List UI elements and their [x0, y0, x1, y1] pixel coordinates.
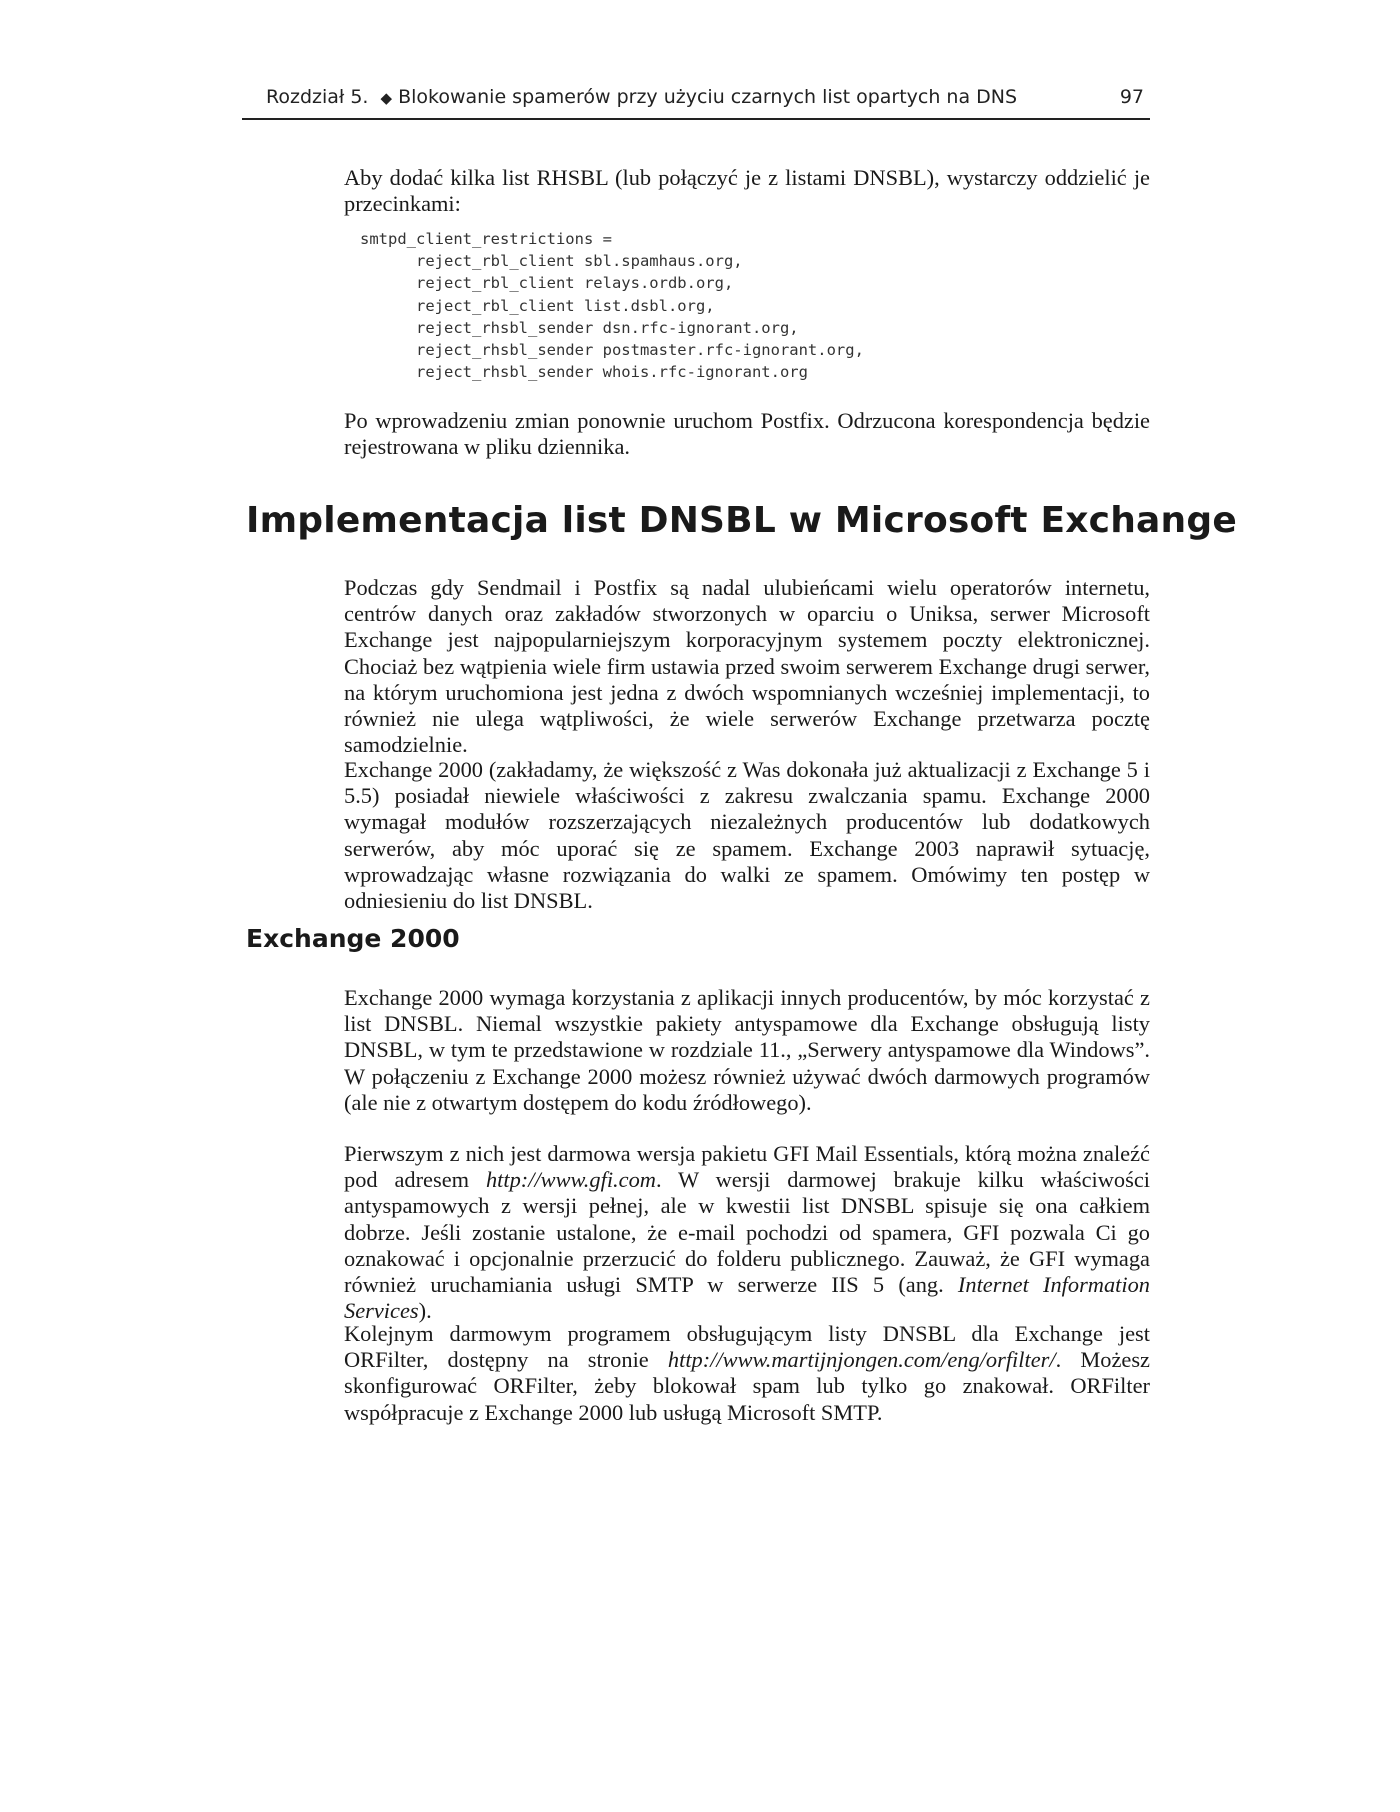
intro-paragraph: Aby dodać kilka list RHSBL (lub połączyć je z listami DNSBL), wystarczy oddzielić je przecinkami: [344, 165, 1150, 217]
code-line: reject_rbl_client sbl.spamhaus.org, [416, 252, 743, 271]
chapter-number: Rozdział 5. [266, 86, 369, 108]
text-run: . W wersji darmowej brakuje kilku właściwości antyspamowych z wersji pełnej, ale w kwestii list DNSBL spisuje się ona całkiem dobrze. Jeśli zostanie ustalone, że e-mail pochodzi od spamera, GFI pozwala Ci go oznakować i opcjonalnie przerzucić do folderu publicznego. Zauważ, że GFI wymaga również uruchamiania usługi SMTP w serwerze IIS 5 (ang. [344, 1167, 1150, 1298]
code-line: smtpd_client_restrictions = [360, 230, 612, 248]
header-chapter-title [266, 86, 1017, 108]
after-code-paragraph: Po wprowadzeniu zmian ponownie uruchom Postfix. Odrzucona korespondencja będzie rejestrowana w pliku dziennika. [344, 408, 1150, 460]
subsection-heading: Exchange 2000 [246, 924, 460, 953]
code-line: reject_rhsbl_sender whois.rfc-ignorant.org [416, 363, 808, 382]
text-run: Kolejnym darmowym programem obsługującym listy DNSBL dla Exchange jest ORFilter, dostępny na stronie [344, 1321, 1150, 1373]
gfi-link[interactable]: http://www.gfi.com [485, 1167, 656, 1193]
code-line: reject_rhsbl_sender postmaster.rfc-ignorant.org, [416, 341, 864, 360]
subsection-paragraph-3 [344, 1321, 1150, 1426]
code-line: reject_rbl_client relays.ordb.org, [416, 274, 734, 293]
subsection-paragraph-2 [344, 1141, 1150, 1324]
page-number: 97 [1119, 86, 1144, 108]
running-header [242, 84, 1150, 120]
code-block [360, 228, 864, 383]
subsection-paragraph-1: Exchange 2000 wymaga korzystania z aplikacji innych producentów, by móc korzystać z list DNSBL. Niemal wszystkie pakiety antyspamowe dla Exchange obsługują listy DNSBL, w tym te przedstawione w rozdziale 11., „Serwery antyspamowe dla Windows”. W połączeniu z Exchange 2000 możesz również używać dwóch darmowych programów (ale nie z otwartym dostępem do kodu źródłowego). [344, 985, 1150, 1115]
text-run: Pierwszym z nich jest darmowa wersja pakietu GFI Mail Essentials, którą można znaleźć pod adresem [344, 1141, 1150, 1193]
text-run: ). [418, 1298, 432, 1324]
code-line: reject_rhsbl_sender dsn.rfc-ignorant.org, [416, 318, 799, 337]
code-line: reject_rbl_client list.dsbl.org, [416, 296, 715, 315]
section-paragraph-2: Exchange 2000 (zakładamy, że większość z Was dokonała już aktualizacji z Exchange 5 i 5.5) posiadał niewiele właściwości z zakresu zwalczania spamu. Exchange 2000 wymagał modułów rozszerzających niezależnych producentów lub dodatkowych serwerów, aby móc uporać się ze spamem. Exchange 2003 naprawił sytuację, wprowadzając własne rozwiązania do walki ze spamem. Omówimy ten postęp w odniesieniu do list DNSBL. [344, 757, 1150, 914]
orfilter-link[interactable]: http://www.martijnjongen.com/eng/orfilter/ [667, 1347, 1056, 1373]
section-paragraph-1: Podczas gdy Sendmail i Postfix są nadal ulubieńcami wielu operatorów internetu, centrów danych oraz zakładów stworzonych w oparciu o Uniksa, serwer Microsoft Exchange jest najpopularniejszym korporacyjnym systemem poczty elektronicznej. Chociaż bez wątpienia wiele firm ustawia przed swoim serwerem Exchange drugi serwer, na którym uruchomiona jest jedna z dwóch wspomnianych wcześniej implementacji, to również nie ulega wątpliwości, że wiele serwerów Exchange przetwarza pocztę samodzielnie. [344, 575, 1150, 758]
diamond-icon: ◆ [380, 89, 393, 107]
text-run: . Możesz skonfigurować ORFilter, żeby blokował spam lub tylko go znakował. ORFilter współpracuje z Exchange 2000 lub usługą Microsoft SMTP. [344, 1347, 1150, 1425]
chapter-title: Blokowanie spamerów przy użyciu czarnych list opartych na DNS [398, 86, 1018, 108]
section-heading: Implementacja list DNSBL w Microsoft Exchange [246, 500, 1237, 541]
emphasized-term: Internet Information Services [344, 1272, 1150, 1324]
